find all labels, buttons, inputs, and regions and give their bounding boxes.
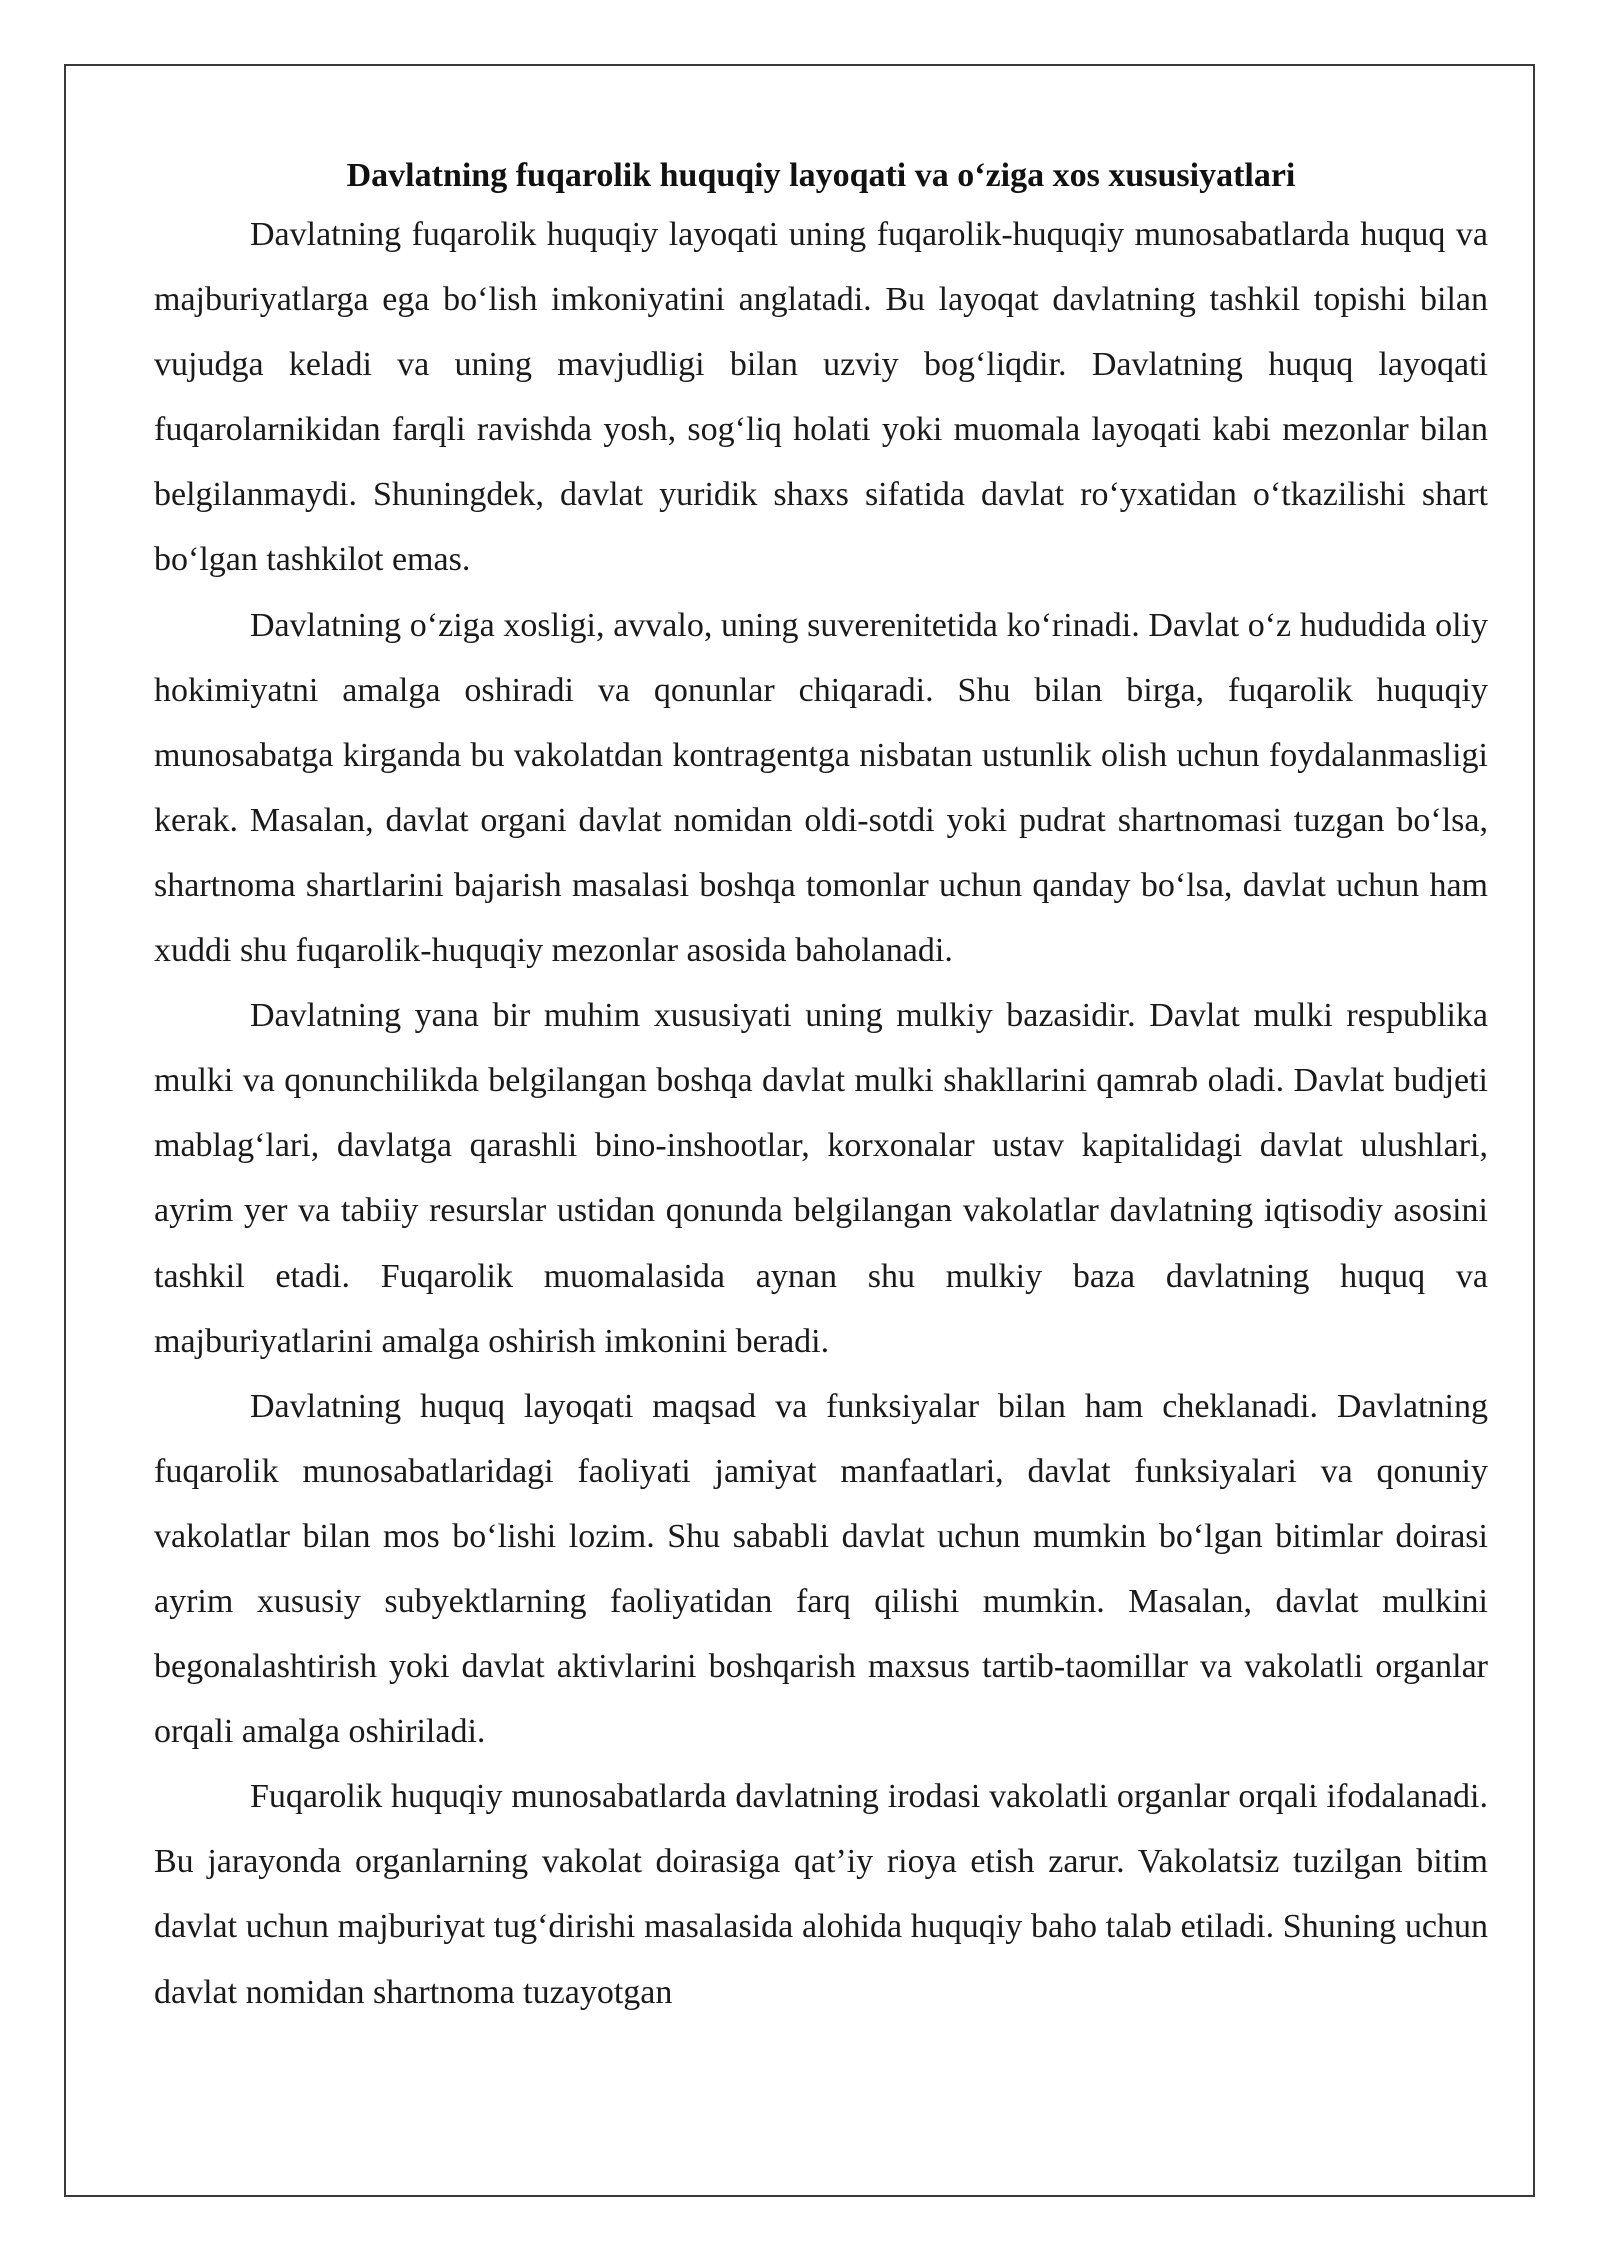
paragraph: Davlatning fuqarolik huquqiy layoqati uning fuqarolik-huquqiy munosabatlarda huquq va majburiyatlarga ega bo‘lish imkoniyatini anglatadi. Bu layoqat davlatning tashkil topishi bilan vujudga keladi va uning mavjudligi bilan uzviy bog‘liqdir. Davlatning huquq layoqati fuqarolarnikidan farqli ravishda yosh, sog‘liq holati yoki muomala layoqati kabi mezonlar bilan belgilanmaydi. Shuningdek, davlat yuridik shaxs sifatida davlat ro‘yxatidan o‘tkazilishi shart bo‘lgan tashkilot emas. bbox=[154, 216, 1488, 579]
document-title: Davlatning fuqarolik huquqiy layoqati va o‘ziga xos xususiyatlari bbox=[346, 157, 1296, 194]
paragraph: Davlatning o‘ziga xosligi, avvalo, uning suverenitetida ko‘rinadi. Davlat o‘z hududida oliy hokimiyatni amalga oshiradi va qonunlar chiqaradi. Shu bilan birga, fuqarolik huquqiy munosabatga kirganda bu vakolatdan kontragentga nisbatan ustunlik olish uchun foydalanmasligi kerak. Masalan, davlat organi davlat nomidan oldi-sotdi yoki pudrat shartnomasi tuzgan bo‘lsa, shartnoma shartlarini bajarish masalasi boshqa tomonlar uchun qanday bo‘lsa, davlat uchun ham xuddi shu fuqarolik-huquqiy mezonlar asosida baholanadi. bbox=[154, 606, 1488, 970]
paragraph: Davlatning huquq layoqati maqsad va funksiyalar bilan ham cheklanadi. Davlatning fuqarolik munosabatlaridagi faoliyati jamiyat manfaatlari, davlat funksiyalari va qonuniy vakolatlar bilan mos bo‘lishi lozim. Shu sababli davlat uchun mumkin bo‘lgan bitimlar doirasi ayrim xususiy subyektlarning faoliyatidan farq qilishi mumkin. Masalan, davlat mulkini begonalashtirish yoki davlat aktivlarini boshqarish maxsus tartib-taomillar va vakolatli organlar orqali amalga oshiriladi. bbox=[154, 1387, 1488, 1751]
paragraph: Fuqarolik huquqiy munosabatlarda davlatning irodasi vakolatli organlar orqali ifodalanadi. Bu jarayonda organlarning vakolat doirasiga qat’iy rioya etish zarur. Vakolatsiz tuzilgan bitim davlat uchun majburiyat tug‘dirishi masalasida alohida huquqiy baho talab etiladi. Shuning uchun davlat nomidan shartnoma tuzayotgan bbox=[154, 1778, 1488, 2011]
paragraph: Davlatning yana bir muhim xususiyati uning mulkiy bazasidir. Davlat mulki respublika mulki va qonunchilikda belgilangan boshqa davlat mulki shakllarini qamrab oladi. Davlat budjeti mablag‘lari, davlatga qarashli bino-inshootlar, korxonalar ustav kapitalidagi davlat ulushlari, ayrim yer va tabiiy resurslar ustidan qonunda belgilangan vakolatlar davlatning iqtisodiy asosini tashkil etadi. Fuqarolik muomalasida aynan shu mulkiy baza davlatning huquq va majburiyatlarini amalga oshirish imkonini beradi. bbox=[154, 997, 1488, 1360]
document-body bbox=[154, 150, 1488, 2025]
